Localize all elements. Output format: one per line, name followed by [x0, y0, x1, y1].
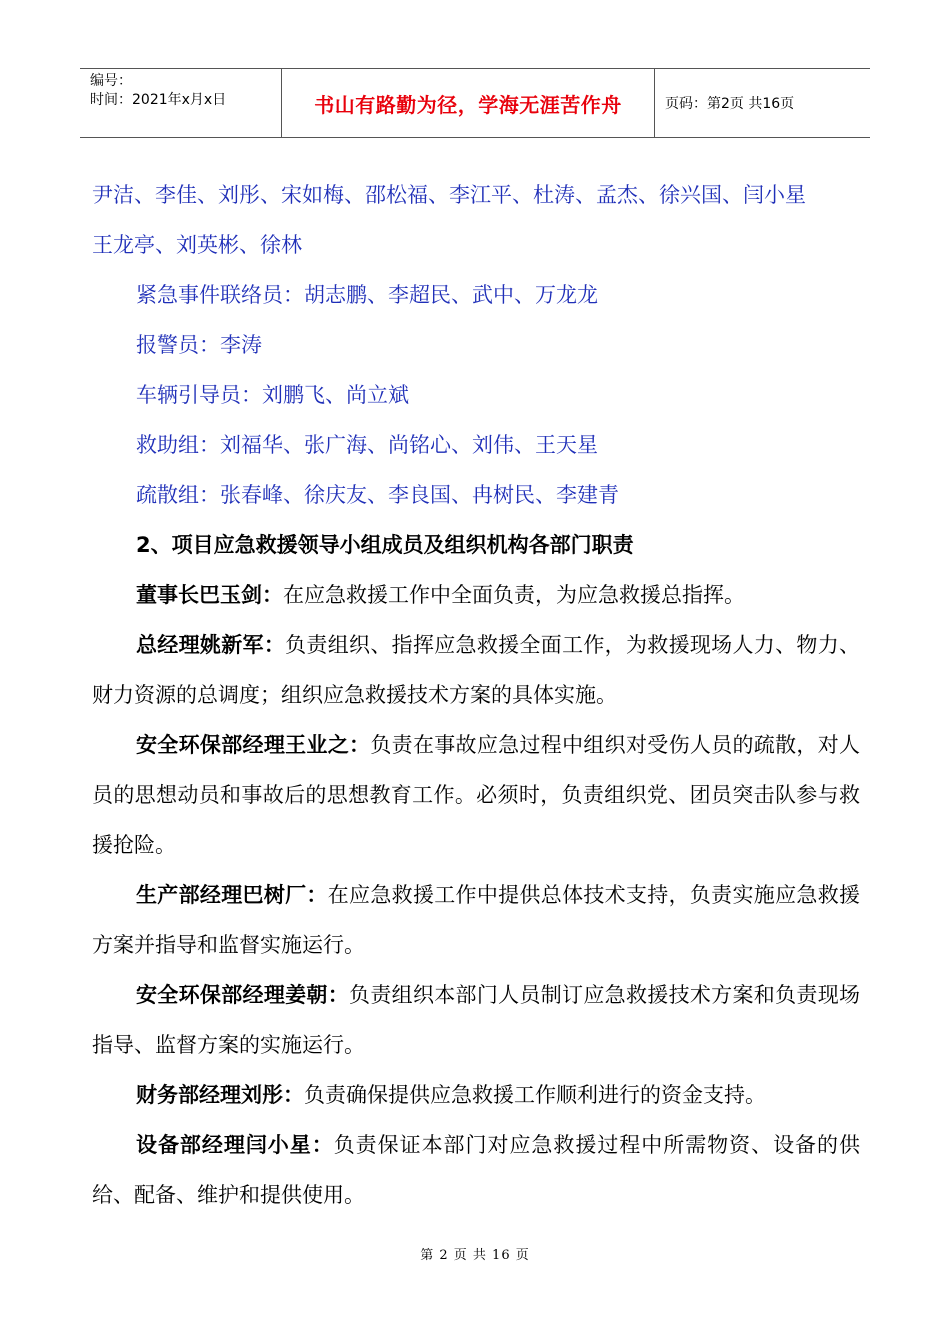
- duty-text: 在应急救援工作中全面负责，为应急救援总指挥。: [283, 583, 745, 607]
- duty-role: 财务部经理刘彤：: [136, 1083, 304, 1107]
- duty-paragraph: [92, 870, 860, 970]
- header-meta: [80, 69, 282, 137]
- duty-role: 设备部经理闫小星：: [136, 1133, 334, 1157]
- header-page-info: 页码：第2页 共16页: [665, 96, 795, 112]
- duty-text: 在应急救援工作中提供总体技术支持，负责实施应急救援方案并指导和监督实施运行。: [92, 883, 861, 957]
- duty-role: 安全环保部经理姜朝：: [136, 983, 350, 1007]
- duty-text: 负责确保提供应急救援工作顺利进行的资金支持。: [304, 1083, 766, 1107]
- header-motto: 书山有路勤为径，学海无涯苦作舟: [282, 69, 655, 137]
- duty-role: 安全环保部经理王业之：: [136, 733, 371, 757]
- duty-paragraph: [92, 720, 860, 870]
- names-line-2: 王龙亭、刘英彬、徐林: [92, 233, 302, 257]
- alarm-line: 报警员：李涛: [136, 333, 262, 357]
- document-body: [92, 170, 860, 1220]
- emergency-contact-line: 紧急事件联络员：胡志鹏、李超民、武中、万龙龙: [136, 283, 598, 307]
- duty-role: 生产部经理巴树厂：: [136, 883, 328, 907]
- duty-role: 总经理姚新军：: [136, 633, 286, 657]
- duty-text: 负责保证本部门对应急救援过程中所需物资、设备的供给、配备、维护和提供使用。: [92, 1133, 860, 1207]
- duty-paragraph: [92, 1120, 860, 1220]
- rescue-group-line: 救助组：刘福华、张广海、尚铭心、刘伟、王天星: [136, 433, 598, 457]
- duty-paragraph: [92, 970, 860, 1070]
- duty-text: 负责组织、指挥应急救援全面工作，为救援现场人力、物力、财力资源的总调度；组织应急救援技术方案的具体实施。: [92, 633, 861, 707]
- section-title: 2、项目应急救援领导小组成员及组织机构各部门职责: [136, 533, 634, 557]
- duty-text: 负责在事故应急过程中组织对受伤人员的疏散，对人员的思想动员和事故后的思想教育工作。必须时，负责组织党、团员突击队参与救援抢险。: [92, 733, 861, 857]
- duty-text: 负责组织本部门人员制订应急救援技术方案和负责现场指导、监督方案的实施运行。: [92, 983, 860, 1057]
- page-header: [80, 68, 870, 138]
- evacuation-group-line: 疏散组：张春峰、徐庆友、李良国、冉树民、李建青: [136, 483, 619, 507]
- page-footer: 第 2 页 共 16 页: [420, 1248, 530, 1263]
- date-label: 时间：2021年x月x日: [90, 92, 227, 108]
- vehicle-guide-line: 车辆引导员：刘鹏飞、尚立斌: [136, 383, 409, 407]
- duty-paragraph: [92, 570, 860, 620]
- names-line-1: 尹洁、李佳、刘彤、宋如梅、邵松福、李江平、杜涛、孟杰、徐兴国、闫小星: [92, 183, 806, 207]
- duty-paragraph: [92, 620, 860, 720]
- duty-role: 董事长巴玉剑：: [136, 583, 283, 607]
- duty-paragraph: [92, 1070, 860, 1120]
- number-label: 编号：: [90, 73, 132, 89]
